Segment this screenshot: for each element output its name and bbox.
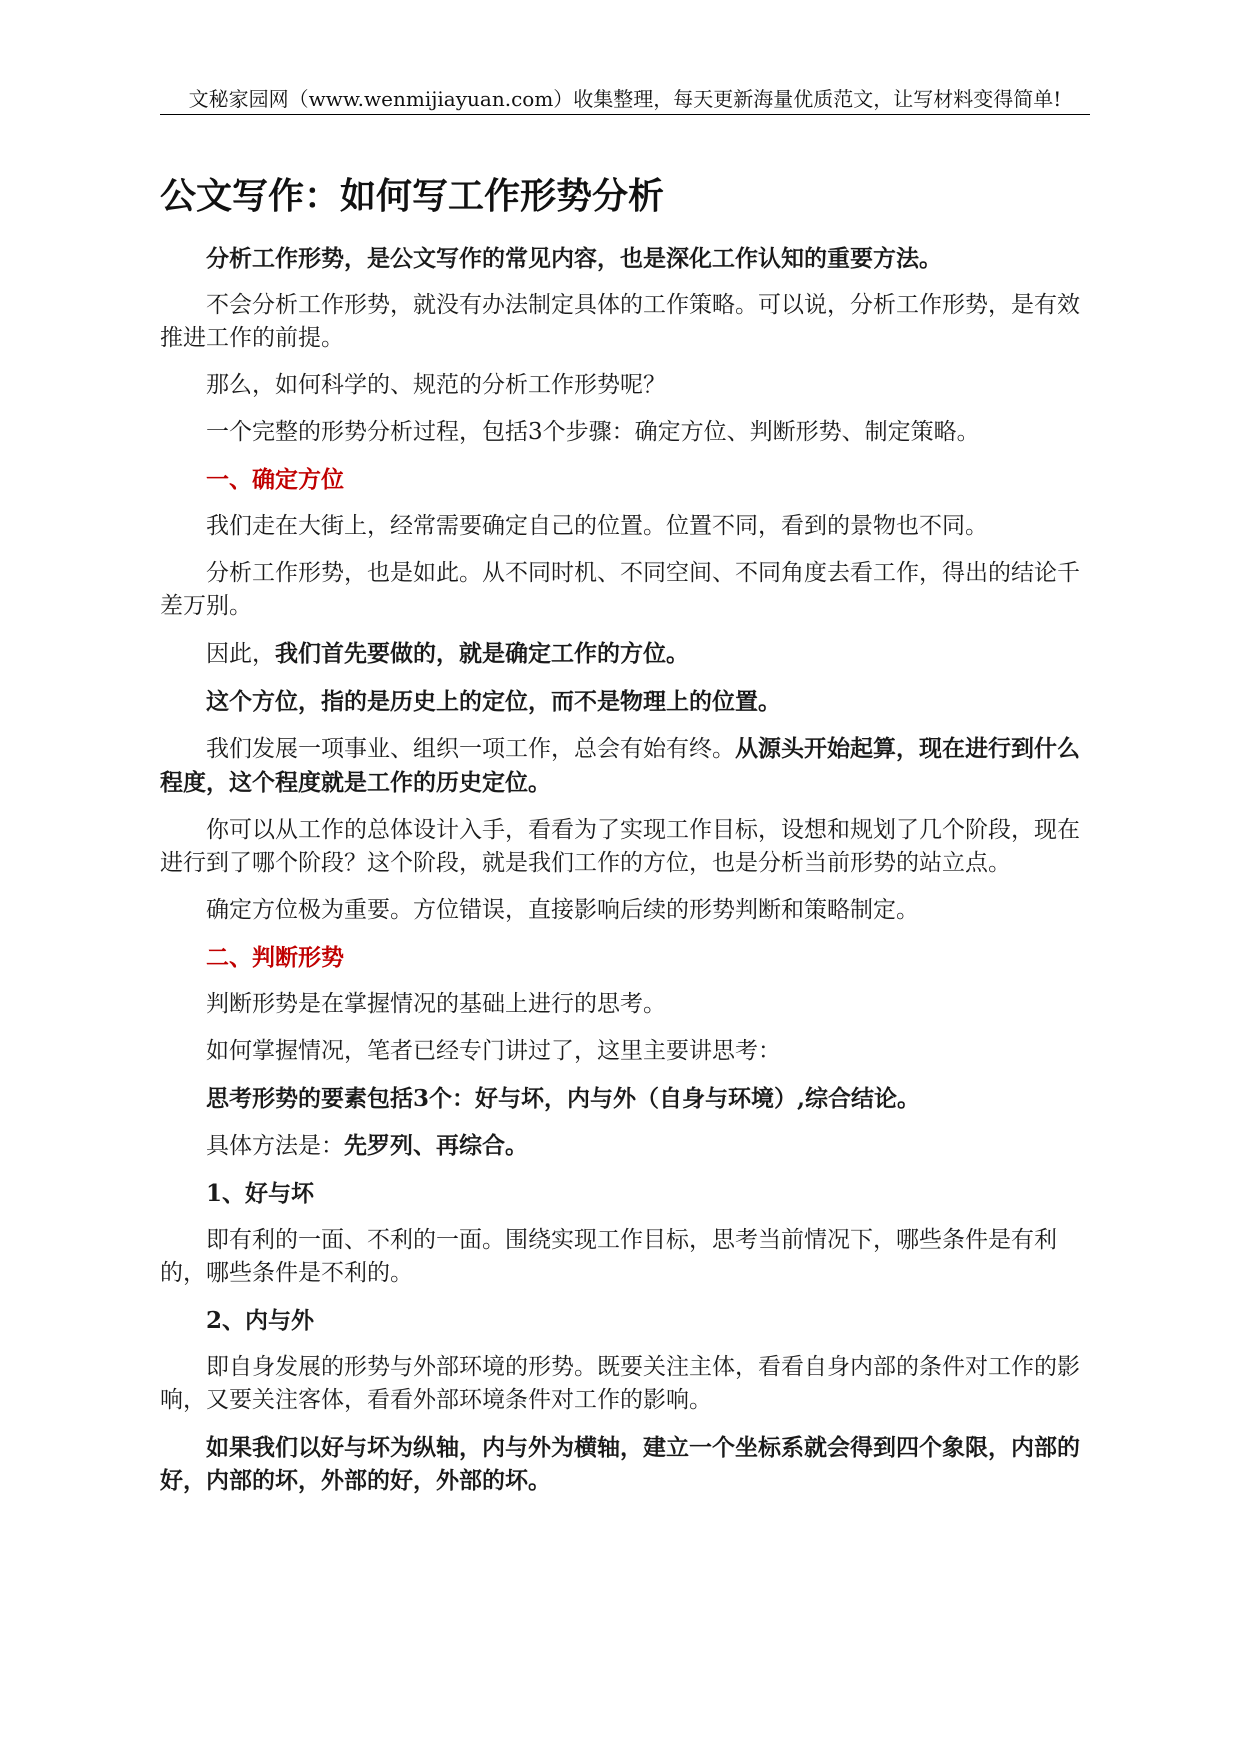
paragraph: 即有利的一面、不利的一面。围绕实现工作目标，思考当前情况下，哪些条件是有利的，哪些条件是不利的。	[160, 1227, 1057, 1286]
paragraph-lead: 我们发展一项事业、组织一项工作，总会有始有终。	[206, 736, 735, 762]
emphasis-paragraph: 思考形势的要素包括3个：好与坏，内与外（自身与环境）,综合结论。	[206, 1085, 921, 1112]
paragraph: 一个完整的形势分析过程，包括3个步骤：确定方位、判断形势、制定策略。	[206, 419, 980, 445]
paragraph-lead: 因此，	[206, 641, 275, 667]
paragraph-lead: 具体方法是：	[206, 1133, 344, 1159]
intro-paragraph: 分析工作形势，是公文写作的常见内容，也是深化工作认知的重要方法。	[206, 245, 942, 272]
paragraph: 即自身发展的形势与外部环境的形势。既要关注主体，看看自身内部的条件对工作的影响，又要关注客体，看看外部环境条件对工作的影响。	[160, 1354, 1080, 1413]
paragraph: 判断形势是在掌握情况的基础上进行的思考。	[206, 991, 666, 1017]
paragraph: 我们走在大街上，经常需要确定自己的位置。位置不同，看到的景物也不同。	[206, 513, 988, 539]
subheading-good-bad: 1、好与坏	[206, 1180, 315, 1207]
paragraph: 不会分析工作形势，就没有办法制定具体的工作策略。可以说，分析工作形势，是有效推进工作的前提。	[160, 292, 1080, 351]
emphasis-text: 先罗列、再综合。	[344, 1132, 528, 1159]
paragraph: 分析工作形势，也是如此。从不同时机、不同空间、不同角度去看工作，得出的结论千差万别。	[160, 560, 1080, 619]
paragraph: 你可以从工作的总体设计入手，看看为了实现工作目标，设想和规划了几个阶段，现在进行到了哪个阶段？这个阶段，就是我们工作的方位，也是分析当前形势的站立点。	[160, 817, 1080, 876]
paragraph: 如何掌握情况，笔者已经专门讲过了，这里主要讲思考：	[206, 1038, 781, 1064]
paragraph: 确定方位极为重要。方位错误，直接影响后续的形势判断和策略制定。	[206, 897, 919, 923]
section-heading-1: 一、确定方位	[206, 466, 344, 493]
emphasis-paragraph: 如果我们以好与坏为纵轴，内与外为横轴，建立一个坐标系就会得到四个象限，内部的好，内部的坏，外部的好，外部的坏。	[160, 1434, 1080, 1494]
emphasis-paragraph: 这个方位，指的是历史上的定位，而不是物理上的位置。	[206, 688, 781, 715]
page-header: 文秘家园网（www.wenmijiayuan.com）收集整理，每天更新海量优质范文，让写材料变得简单!	[160, 84, 1090, 115]
section-heading-2: 二、判断形势	[206, 944, 344, 971]
paragraph	[160, 637, 1090, 671]
article	[160, 172, 1090, 1511]
paragraph: 那么，如何科学的、规范的分析工作形势呢？	[206, 372, 666, 398]
emphasis-text: 我们首先要做的，就是确定工作的方位。	[275, 640, 689, 667]
paragraph	[160, 732, 1090, 800]
paragraph	[160, 1129, 1090, 1163]
article-title: 公文写作：如何写工作形势分析	[160, 176, 665, 217]
subheading-inside-outside: 2、内与外	[206, 1307, 315, 1334]
emphasis-text: 从源头开始起算，现在进行到什么程度，这个程度就是工作的历史定位。	[160, 735, 1080, 796]
